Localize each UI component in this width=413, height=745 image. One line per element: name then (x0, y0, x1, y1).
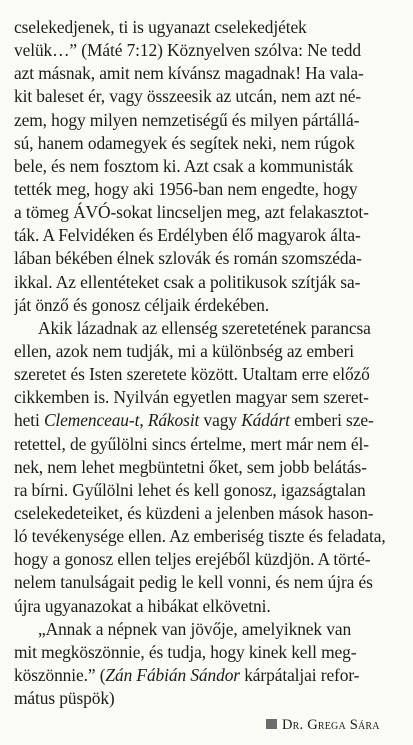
person-name: Clemenceau-t (43, 410, 140, 431)
text-line-with-author: köszönnie.” (Zán Fábián Sándor kárpátaljai refor- (14, 664, 360, 685)
article-body (14, 16, 413, 710)
text-line: hogy a gonosz ellen teljes erejéből küzdjön. A törté- (14, 549, 371, 570)
text-line: sú, hanem odamegyek és segítek neki, nem rúgok (14, 132, 355, 153)
text-line: ra bírni. Gyűlölni lehet és kell gonosz, igazságtalan (14, 479, 366, 500)
text-line: lában békében élnek szlovák és román szomszéda- (14, 248, 362, 269)
text-line: zem, hogy milyen nemzetiségű és milyen pártállá- (14, 109, 360, 130)
author-byline (266, 717, 380, 734)
text-line: ták. A Felvidéken és Erdélyben élő magyarok álta- (14, 225, 361, 246)
text-line: nelem tanulságait pedig le kell vonni, és nem újra és (14, 572, 373, 593)
person-name: Rákosit (147, 410, 200, 431)
text-line: azt másnak, amit nem kívánsz magadnak! Ha vala- (14, 63, 364, 84)
text-line: cselekedeteiket, és küzdeni a jelenben mások hason- (14, 502, 374, 523)
text-line: ját önző és gonosz céljaik érdekében. (14, 294, 270, 315)
person-name: Zán Fábián Sándor (105, 664, 240, 685)
text-line: kit baleset ér, vagy összeesik az utcán, nem azt né- (14, 86, 362, 107)
person-name: Kádárt (241, 410, 290, 431)
text-line: nek, nem lehet megbüntetni őket, sem jobb belátás- (14, 456, 367, 477)
text-line: cikkemben is. Nyilván egyetlen magyar sem szeret- (14, 387, 369, 408)
text-line-with-names: heti Clemenceau-t, Rákosit vagy Kádárt emberi sze- (14, 410, 374, 431)
text-line: mit megköszönnie, és tudja, hogy kinek kell meg- (14, 641, 357, 662)
text-line: velük…” (Máté 7:12) Köznyelven szólva: Ne tedd (14, 40, 361, 61)
text-line: szeretet és Isten szeretete között. Utaltam erre előző (14, 364, 370, 385)
text-line: retettel, de gyűlölni sincs értelme, mert már nem él- (14, 433, 369, 454)
text-line: ikkal. Az ellentéteket csak a politikusok szítják sa- (14, 271, 361, 292)
author-name: Dr. Grega Sára (282, 717, 380, 733)
square-bullet-icon (266, 719, 277, 729)
paragraph-start-line: Akik lázadnak az ellenség szeretetének parancsa (38, 317, 371, 338)
text-line: ellen, azok nem tudják, mi a különbség az emberi (14, 340, 354, 361)
text-line: cselekedjenek, ti is ugyanazt cselekedjétek (14, 17, 307, 37)
quote-start-line: „Annak a népnek van jövője, amelyiknek van (38, 618, 352, 639)
text-line: újra ugyanazokat a hibákat elkövetni. (14, 595, 271, 616)
text-line: tették meg, hogy aki 1956-ban nem engedte, hogy (14, 178, 358, 199)
text-line: a tömeg ÁVÓ-sokat lincseljen meg, azt felakasztot- (14, 202, 369, 223)
text-line: bele, és nem fosztom ki. Azt csak a kommunisták (14, 155, 354, 176)
text-line: mátus püspök) (14, 688, 115, 709)
text-line: ló tevékenysége ellen. Az emberiség tiszte és feladata, (14, 526, 386, 547)
